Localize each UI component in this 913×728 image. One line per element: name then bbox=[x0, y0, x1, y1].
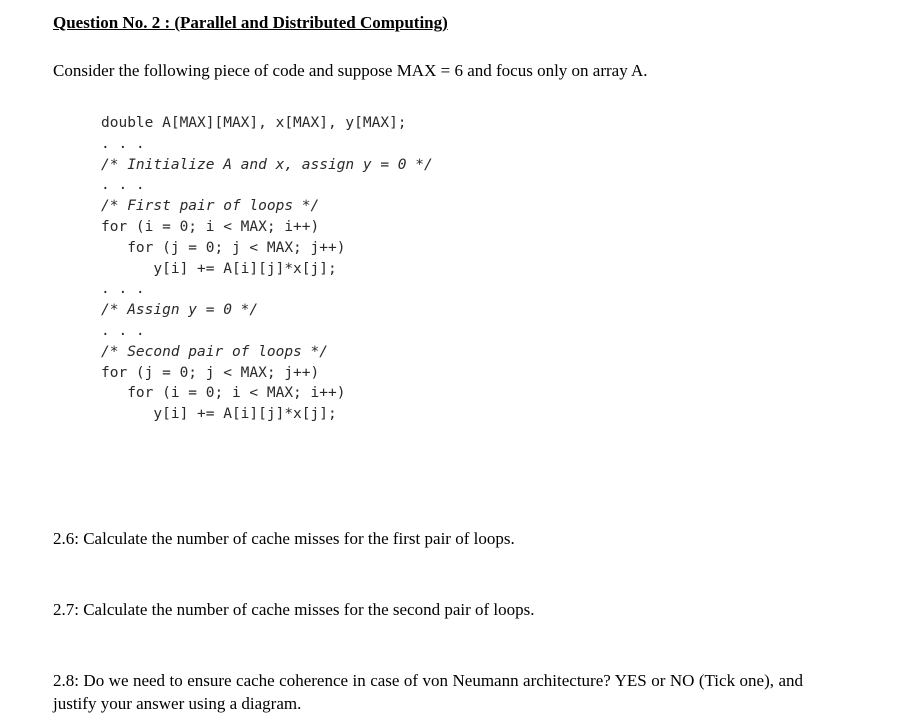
question-2-6: 2.6: Calculate the number of cache misses for the first pair of loops. bbox=[53, 529, 515, 548]
code-line: for (i = 0; i < MAX; i++) bbox=[101, 218, 320, 235]
intro-text: Consider the following piece of code and suppose MAX = 6 and focus only on array A. bbox=[53, 61, 648, 80]
code-line: y[i] += A[i][j]*x[j]; bbox=[101, 406, 337, 423]
code-line: . . . bbox=[101, 177, 145, 194]
code-line: double A[MAX][MAX], x[MAX], y[MAX]; bbox=[101, 115, 407, 131]
code-line: for (i = 0; i < MAX; i++) bbox=[101, 385, 346, 402]
question-2-7: 2.7: Calculate the number of cache misses for the second pair of loops. bbox=[53, 600, 535, 619]
code-line: . . . bbox=[101, 281, 145, 298]
code-comment: /* Second pair of loops */ bbox=[101, 343, 328, 360]
code-line: . . . bbox=[101, 322, 145, 339]
code-line: y[i] += A[i][j]*x[j]; bbox=[101, 260, 337, 277]
code-comment: /* Initialize A and x, assign y = 0 */ bbox=[101, 156, 433, 173]
question-2-8: 2.8: Do we need to ensure cache coherence in case of von Neumann architecture? YES or NO (Tick one), and justify your answer using a diagram. bbox=[53, 671, 803, 713]
question-heading: Question No. 2 : (Parallel and Distributed Computing) bbox=[53, 13, 448, 32]
code-comment: /* First pair of loops */ bbox=[101, 198, 320, 215]
code-line: for (j = 0; j < MAX; j++) bbox=[101, 239, 346, 256]
code-comment: /* Assign y = 0 */ bbox=[101, 302, 259, 319]
code-line: . . . bbox=[101, 135, 145, 152]
code-listing bbox=[101, 113, 433, 425]
code-line: for (j = 0; j < MAX; j++) bbox=[101, 364, 320, 381]
